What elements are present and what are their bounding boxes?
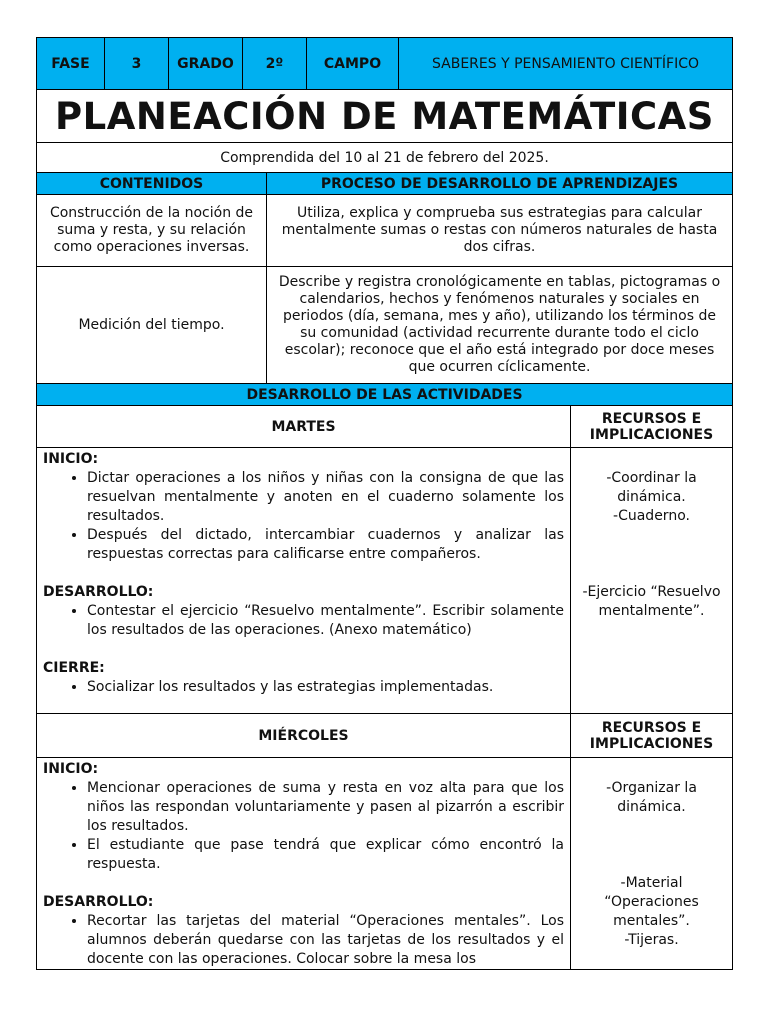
header-table (36, 37, 733, 173)
resource-item: -Ejercicio “Resuelvo mentalmente”. (582, 584, 721, 619)
proceso-header: PROCESO DE DESARROLLO DE APRENDIZAJES (267, 173, 733, 195)
day-label: MARTES (37, 406, 571, 448)
day-activities-row (37, 448, 733, 714)
grado-value: 2º (243, 38, 307, 90)
contenido-cell: Medición del tiempo. (37, 267, 267, 384)
activities-header: DESARROLLO DE LAS ACTIVIDADES (37, 384, 733, 406)
contenidos-header: CONTENIDOS (37, 173, 267, 195)
activities-cell (37, 448, 571, 714)
resources-cell (571, 448, 733, 714)
activities-table (36, 383, 733, 970)
lesson-plan-page (36, 37, 732, 970)
resources-header: RECURSOS E IMPLICACIONES (571, 714, 733, 758)
proceso-cell: Utiliza, explica y comprueba sus estrategias para calcular mentalmente sumas o restas con números naturales de hasta dos cifras. (267, 195, 733, 267)
resources-cell (571, 758, 733, 970)
desarrollo-label: DESARROLLO: (43, 894, 154, 910)
header-row (37, 38, 733, 90)
grado-label: GRADO (169, 38, 243, 90)
page-title: PLANEACIÓN DE MATEMÁTICAS (37, 90, 733, 143)
list-item: • Mencionar operaciones de suma y resta en voz alta para que los niños las respondan voluntariamente y pasen al pizarrón a escribir los resultados. (87, 779, 564, 836)
resource-item: -Organizar la dinámica. (606, 780, 697, 815)
list-item: • Socializar los resultados y las estrategias implementadas. (87, 678, 564, 697)
contents-header-row (37, 173, 733, 195)
list-item: • El estudiante que pase tendrá que explicar cómo encontró la respuesta. (87, 836, 564, 874)
resource-item: -Tijeras. (624, 932, 679, 948)
contenido-cell: Construcción de la noción de suma y resta, y su relación como operaciones inversas. (37, 195, 267, 267)
campo-label: CAMPO (307, 38, 399, 90)
inicio-label: INICIO: (43, 451, 99, 467)
content-row (37, 195, 733, 267)
campo-value: SABERES Y PENSAMIENTO CIENTÍFICO (399, 38, 733, 90)
day-activities-row (37, 758, 733, 970)
cierre-list (43, 678, 564, 697)
list-item: • Después del dictado, intercambiar cuadernos y analizar las respuestas correctas para calificarse entre compañeros. (87, 526, 564, 564)
day-label: MIÉRCOLES (37, 714, 571, 758)
fase-value: 3 (105, 38, 169, 90)
resource-item: -Material “Operaciones mentales”. (604, 875, 699, 929)
list-item: • Contestar el ejercicio “Resuelvo mentalmente”. Escribir solamente los resultados de las operaciones. (Anexo matemático) (87, 602, 564, 640)
cierre-label: CIERRE: (43, 660, 105, 676)
day-header-row (37, 406, 733, 448)
activities-cell (37, 758, 571, 970)
list-item: • Dictar operaciones a los niños y niñas con la consigna de que las resuelvan mentalmente y anoten en el cuaderno solamente los resultados. (87, 469, 564, 526)
resource-item: -Coordinar la dinámica. (606, 470, 697, 505)
inicio-label: INICIO: (43, 761, 99, 777)
contents-table (36, 172, 733, 384)
inicio-list (43, 779, 564, 874)
content-row (37, 267, 733, 384)
inicio-list (43, 469, 564, 564)
fase-label: FASE (37, 38, 105, 90)
day-header-row (37, 714, 733, 758)
list-item: • Recortar las tarjetas del material “Operaciones mentales”. Los alumnos deberán quedarse con las tarjetas de los resultados y el docente con las operaciones. Colocar sobre la mesa los (87, 912, 564, 969)
desarrollo-list (43, 602, 564, 640)
period-text: Comprendida del 10 al 21 de febrero del 2025. (37, 143, 733, 173)
desarrollo-list (43, 912, 564, 969)
proceso-cell: Describe y registra cronológicamente en tablas, pictogramas o calendarios, hechos y fenómenos naturales y sociales en periodos (día, semana, mes y año), utilizando los términos de su comunidad (actividad recurrente durante todo el ciclo escolar); reconoce que el año está integrado por doce meses que ocurren cíclicamente. (267, 267, 733, 384)
resources-header: RECURSOS E IMPLICACIONES (571, 406, 733, 448)
desarrollo-label: DESARROLLO: (43, 584, 154, 600)
resource-item: -Cuaderno. (613, 508, 690, 524)
